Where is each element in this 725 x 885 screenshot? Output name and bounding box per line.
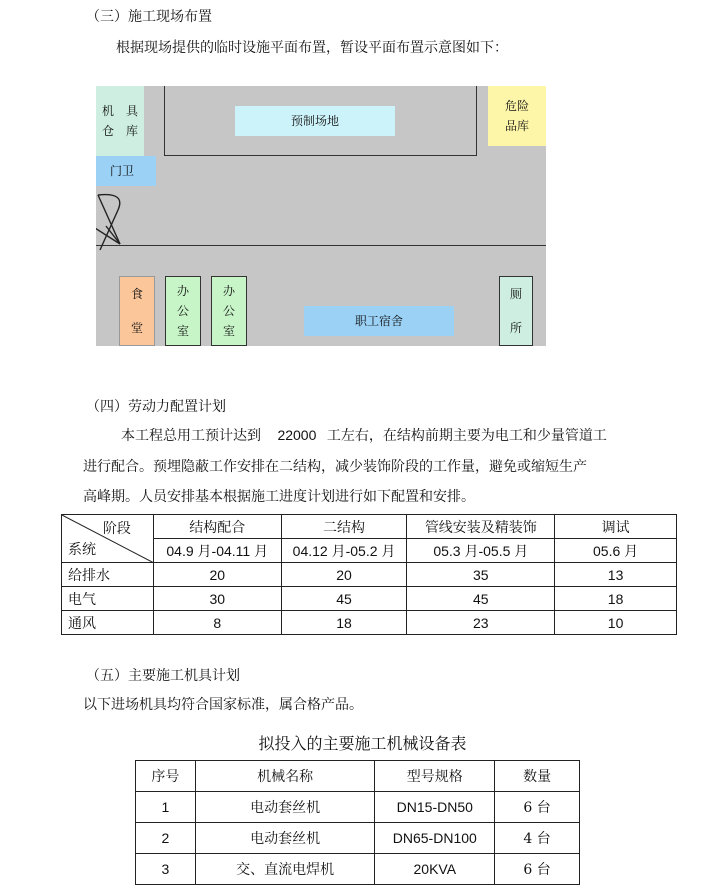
- section3-intro: 根据现场提供的临时设施平面布置，暂设平面布置示意图如下：: [116, 40, 508, 56]
- header-cell: 数量: [495, 761, 580, 792]
- quantity-cell: 4 台: [495, 823, 580, 854]
- table-row: [136, 823, 580, 854]
- office-label: 公: [222, 304, 235, 318]
- model-cell: DN65-DN100: [375, 823, 495, 854]
- office-2-box: [211, 276, 247, 346]
- toilet-label: 厕: [509, 287, 522, 301]
- office-1-box: [165, 276, 201, 346]
- equipment-table-title: 拟投入的主要施工机械设备表: [258, 734, 467, 753]
- section4-para-line2: 进行配合。预埋隐蔽工作安排在二结构，减少装饰阶段的工作量，避免或缩短生产: [83, 459, 587, 475]
- canteen-box: [119, 276, 155, 346]
- equipment-table: [135, 760, 580, 885]
- machine-name-cell: 电动套丝机: [195, 792, 375, 823]
- tool-store-label: 机 具: [101, 104, 138, 118]
- value-cell: 30: [153, 587, 281, 611]
- header-cell: 型号规格: [375, 761, 495, 792]
- prefab-area-box: [235, 106, 395, 136]
- phase-header: 管线安装及精装饰: [407, 515, 555, 539]
- phase-header: 调试: [555, 515, 677, 539]
- seq-cell: 2: [136, 823, 196, 854]
- value-cell: 45: [281, 587, 407, 611]
- toilet-label: 所: [509, 321, 522, 335]
- corner-top-label: 阶段: [102, 521, 131, 537]
- office-label: 公: [176, 304, 189, 318]
- value-cell: 23: [407, 611, 555, 635]
- hazard-store-label: 危险: [504, 99, 529, 113]
- table-row: [62, 563, 677, 587]
- hazard-store-label: 品库: [504, 119, 529, 133]
- value-cell: 13: [555, 563, 677, 587]
- table-row: [62, 587, 677, 611]
- table-row: [136, 792, 580, 823]
- office-label: 办: [222, 284, 235, 298]
- tool-store-label: 仓 库: [101, 124, 138, 138]
- section4-heading: （四）劳动力配置计划: [86, 399, 226, 415]
- seq-cell: 3: [136, 854, 196, 885]
- period-cell: 05.3 月-05.5 月: [407, 539, 555, 563]
- section4-para-line3: 高峰期。人员安排基本根据施工进度计划进行如下配置和安排。: [83, 489, 475, 505]
- machine-name-cell: 交、直流电焊机: [195, 854, 375, 885]
- quantity-cell: 6 台: [495, 792, 580, 823]
- office-label: 办: [176, 284, 189, 298]
- value-cell: 20: [281, 563, 407, 587]
- gate-swing-icon: [96, 186, 166, 256]
- phase-header: 二结构: [281, 515, 407, 539]
- seq-cell: 1: [136, 792, 196, 823]
- value-cell: 20: [153, 563, 281, 587]
- site-plan-diagram: [96, 86, 546, 346]
- quantity-cell: 6 台: [495, 854, 580, 885]
- wall-line: [164, 155, 477, 156]
- model-cell: DN15-DN50: [375, 792, 495, 823]
- period-cell: 05.6 月: [555, 539, 677, 563]
- header-cell: 机械名称: [195, 761, 375, 792]
- para-text: 本工程总用工预计达到: [121, 428, 261, 444]
- table-row: [136, 761, 580, 792]
- value-cell: 8: [153, 611, 281, 635]
- para-number: 22000: [277, 427, 317, 443]
- model-cell: 20KVA: [375, 854, 495, 885]
- value-cell: 10: [555, 611, 677, 635]
- section5-intro: 以下进场机具均符合国家标准，属合格产品。: [83, 697, 363, 713]
- system-cell: 给排水: [62, 563, 154, 587]
- section3-heading: （三）施工现场布置: [86, 9, 212, 25]
- period-cell: 04.12 月-05.2 月: [281, 539, 407, 563]
- canteen-label: 堂: [130, 321, 143, 335]
- header-cell: 序号: [136, 761, 196, 792]
- period-cell: 04.9 月-04.11 月: [153, 539, 281, 563]
- para-text: 工左右，在结构前期主要为电工和少量管道工: [326, 428, 607, 444]
- section5-heading: （五）主要施工机具计划: [86, 668, 240, 684]
- system-cell: 电气: [62, 587, 154, 611]
- office-label: 室: [176, 324, 189, 338]
- phase-header: 结构配合: [153, 515, 281, 539]
- corner-bottom-label: 系统: [68, 542, 96, 558]
- wall-line: [164, 86, 165, 156]
- table-row: [62, 515, 677, 539]
- prefab-area-label: 预制场地: [290, 114, 339, 128]
- gatehouse-box: [96, 156, 156, 186]
- toilet-box: [499, 276, 533, 346]
- dormitory-label: 职工宿舍: [354, 314, 403, 328]
- system-cell: 通风: [62, 611, 154, 635]
- labor-table: [61, 514, 677, 635]
- machine-name-cell: 电动套丝机: [195, 823, 375, 854]
- table-row: [62, 611, 677, 635]
- wall-line: [476, 86, 477, 156]
- gatehouse-label: 门卫: [110, 164, 135, 178]
- section4-para-line1: [121, 425, 607, 445]
- value-cell: 35: [407, 563, 555, 587]
- value-cell: 18: [555, 587, 677, 611]
- canteen-label: 食: [130, 287, 143, 301]
- value-cell: 45: [407, 587, 555, 611]
- hazard-store-box: [488, 86, 546, 146]
- dormitory-box: [304, 306, 454, 336]
- office-label: 室: [222, 324, 235, 338]
- tool-store-box: [96, 86, 144, 156]
- value-cell: 18: [281, 611, 407, 635]
- corner-cell: [62, 515, 154, 563]
- table-row: [136, 854, 580, 885]
